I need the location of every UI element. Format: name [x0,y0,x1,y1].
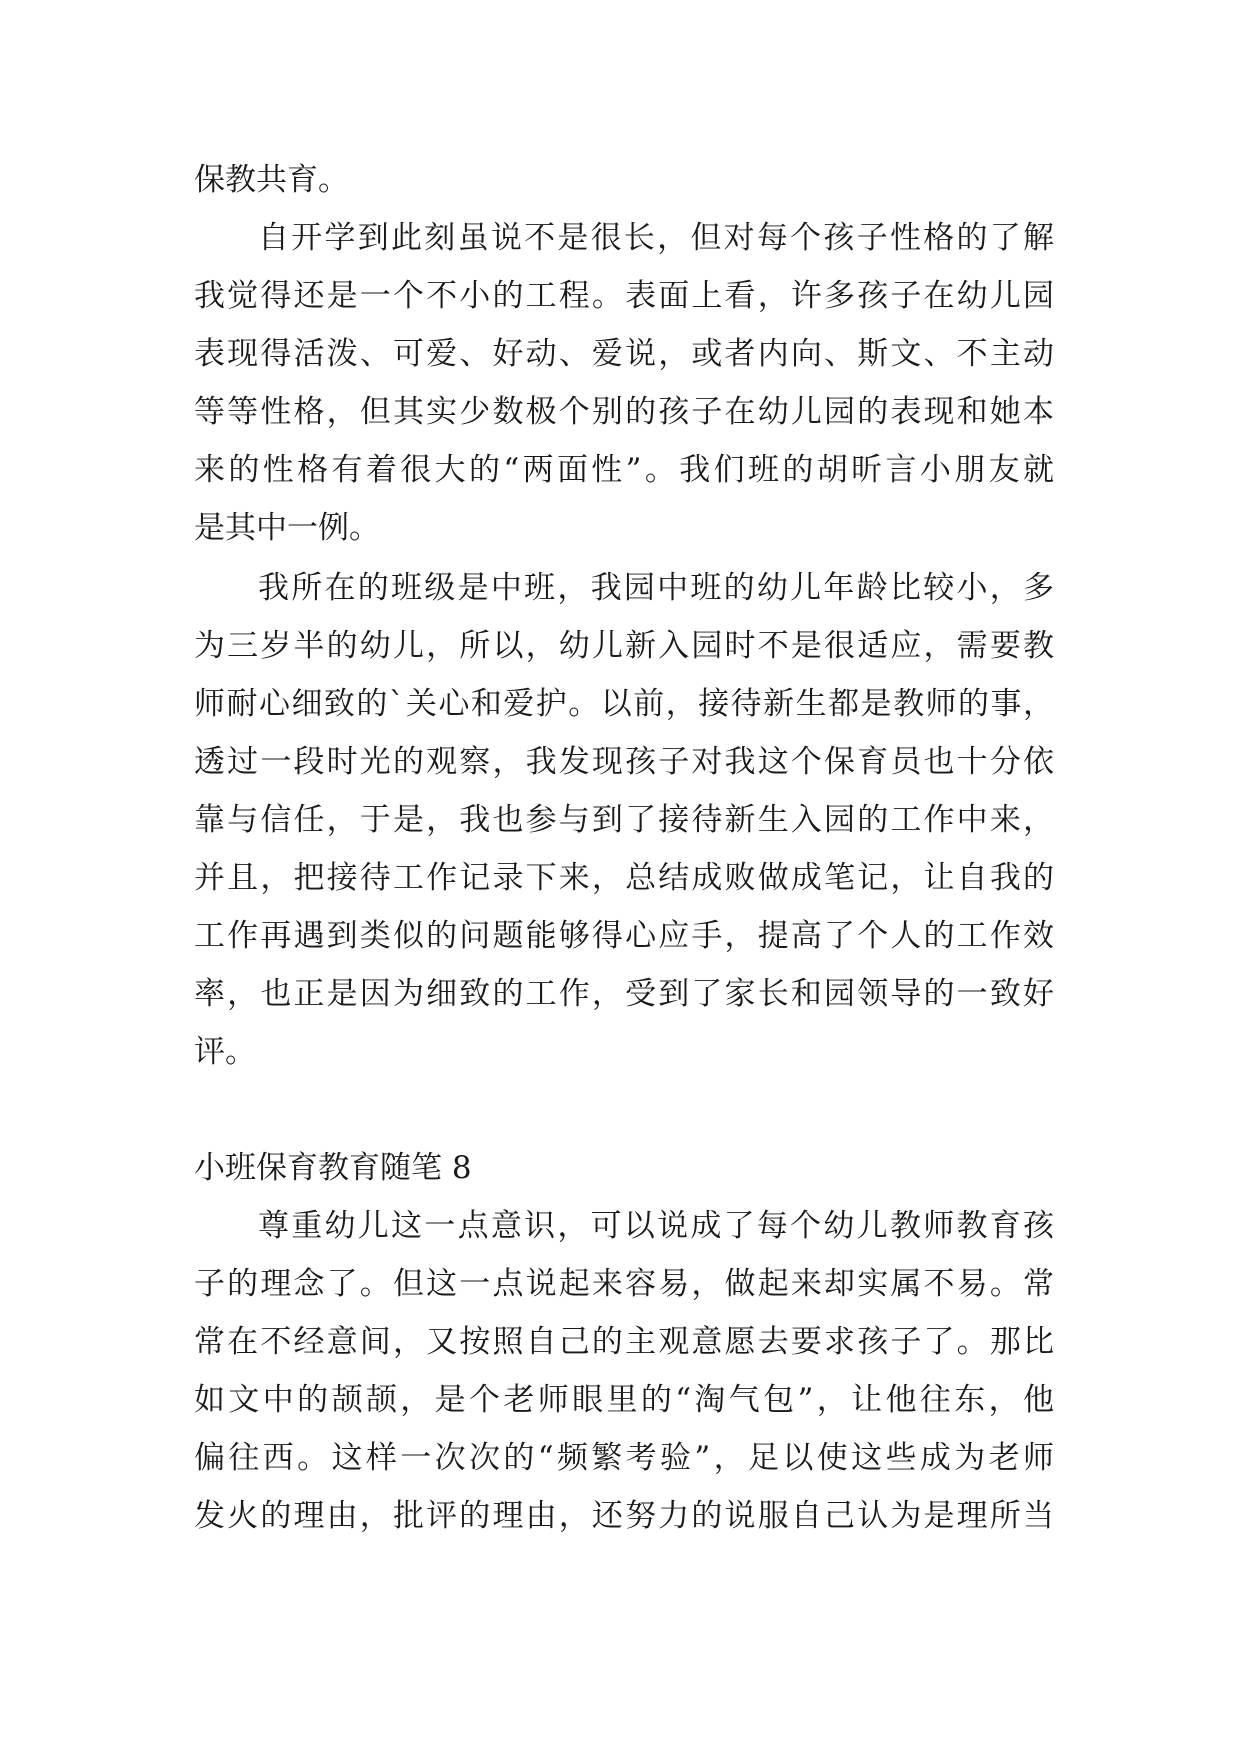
text-line: 偏往西。这样一次次的“频繁考验”，足以使这些成为老师 [194,1440,1054,1476]
paragraph-end-line: 评。 [194,1034,256,1070]
text-line: 率，也正是因为细致的工作，受到了家长和园领导的一致好 [194,976,1054,1012]
text-line: 为三岁半的幼儿，所以，幼儿新入园时不是很适应，需要教 [194,628,1054,664]
paragraph-first-line: 我所在的班级是中班，我园中班的幼儿年龄比较小，多 [258,570,1054,606]
paragraph-first-line: 自开学到此刻虽说不是很长，但对每个孩子性格的了解 [258,220,1054,256]
section-heading: 小班保育教育随笔 8 [194,1150,472,1186]
text-line: 我觉得还是一个不小的工程。表面上看，许多孩子在幼儿园 [194,278,1054,314]
paragraph-first-line: 尊重幼儿这一点意识，可以说成了每个幼儿教师教育孩 [258,1208,1054,1244]
text-line: 如文中的颉颉，是个老师眼里的“淘气包”，让他往东，他 [194,1382,1054,1418]
text-line: 常在不经意间，又按照自己的主观意愿去要求孩子了。那比 [194,1324,1054,1360]
text-line: 表现得活泼、可爱、好动、爱说，或者内向、斯文、不主动 [194,336,1054,372]
text-line: 透过一段时光的观察，我发现孩子对我这个保育员也十分依 [194,744,1054,780]
text-line: 并且，把接待工作记录下来，总结成败做成笔记，让自我的 [194,860,1054,896]
text-line: 师耐心细致的`关心和爱护。以前，接待新生都是教师的事， [194,686,1054,722]
text-line: 工作再遇到类似的问题能够得心应手，提高了个人的工作效 [194,918,1054,954]
paragraph-end-line: 是其中一例。 [194,510,380,546]
text-line: 靠与信任，于是，我也参与到了接待新生入园的工作中来， [194,802,1054,838]
text-line: 等等性格，但其实少数极个别的孩子在幼儿园的表现和她本 [194,394,1054,430]
text-line: 来的性格有着很大的“两面性”。我们班的胡昕言小朋友就 [194,452,1054,488]
text-line: 子的理念了。但这一点说起来容易，做起来却实属不易。常 [194,1266,1054,1302]
text-line: 发火的理由，批评的理由，还努力的说服自己认为是理所当 [194,1498,1054,1534]
paragraph-end-line: 保教共育。 [194,162,349,198]
